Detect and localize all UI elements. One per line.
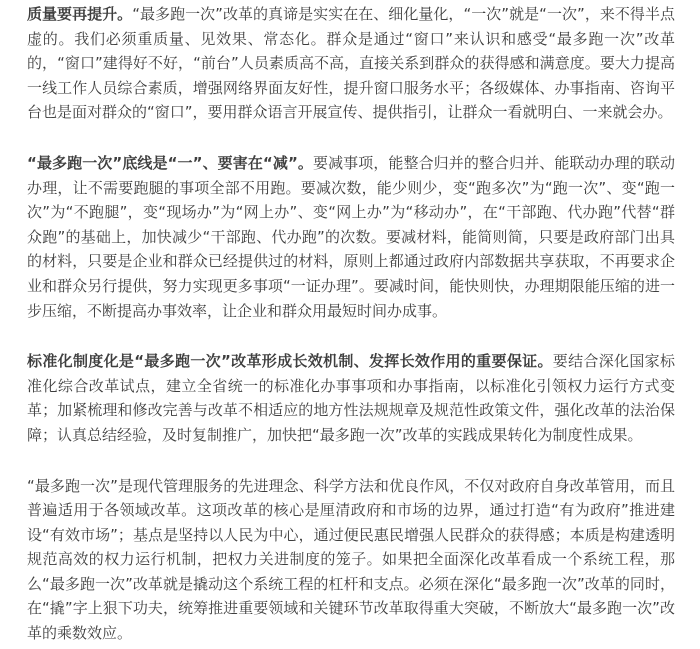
paragraph-text: 要结合深化国家标准化综合改革试点，建立全省统一的标准化办事事项和办事指南，以标准化引领权力运行方式变革；加紧梳理和修改完善与改革不相适应的地方性法规规章及规范性政策文件，强化改革的法治保障；认真总结经验，及时复制推广，加快把“最多跑一次”改革的实践成果转化为制度性成果。 bbox=[27, 352, 675, 444]
paragraph-text: “最多跑一次”是现代管理服务的先进理念、科学方法和优良作风，不仅对政府自身改革管用，而且普遍适用于各领域改革。这项改革的核心是厘清政府和市场的边界，通过打造“有为政府”推进建设“有效市场”；基点是坚持以人民为中心，通过便民惠民增强人民群众的获得感；本质是构建透明规范高效的权力运行机制，把权力关进制度的笼子。如果把全面深化改革看成一个系统工程，那么“最多跑一次”改革就是撬动这个系统工程的杠杆和支点。必须在深化“最多跑一次”改革的同时，在“撬”字上狠下功夫，统筹推进重要领域和关键环节改革取得重大突破，不断放大“最多跑一次”改革的乘数效应。 bbox=[27, 476, 675, 643]
paragraph-lead: “最多跑一次”底线是“一”、要害在“减”。 bbox=[27, 153, 313, 172]
paragraph-text: 要减事项，能整合归并的整合归并、能联动办理的联动办理，让不需要跑腿的事项全部不用跑。要减次数，能少则少，变“跑多次”为“跑一次”、变“跑一次”为“不跑腿”，变“现场办”为“网上办”、变“网上办”为“移动办”，在“干部跑、代办跑”代替“群众跑”的基础上，加快减少“干部跑、代办跑”的次数。要减材料，能简则简，只要是政府部门出具的材料，只要是企业和群众已经提供过的材料，原则上都通过政府内部数据共享获取，不再要求企业和群众另行提供，努力实现更多事项“一证办理”。要减时间，能快则快，办理期限能压缩的进一步压缩，不断提高办事效率，让企业和群众用最短时间办成事。 bbox=[27, 153, 675, 320]
paragraph-lever bbox=[27, 474, 675, 646]
paragraph-quality bbox=[27, 2, 675, 125]
paragraph-standardization bbox=[27, 349, 675, 447]
paragraph-reduce bbox=[27, 151, 675, 323]
paragraph-text: “最多跑一次”改革的真谛是实实在在、细化量化，“一次”就是“一次”，来不得半点虚的。我们必须重质量、见效果、常态化。群众是通过“窗口”来认识和感受“最多跑一次”改革的，“窗口”建得好不好，“前台”人员素质高不高，直接关系到群众的获得感和满意度。要大力提高一线工作人员综合素质，增强网络界面友好性，提升窗口服务水平；各级媒体、办事指南、咨询平台也是面对群众的“窗口”，要用群众语言开展宣传、提供指引，让群众一看就明白、一来就会办。 bbox=[27, 5, 675, 122]
article-body bbox=[27, 2, 675, 646]
paragraph-lead: 质量要再提升。 bbox=[27, 5, 133, 23]
paragraph-lead: 标准化制度化是“最多跑一次”改革形成长效机制、发挥长效作用的重要保证。 bbox=[27, 352, 553, 371]
